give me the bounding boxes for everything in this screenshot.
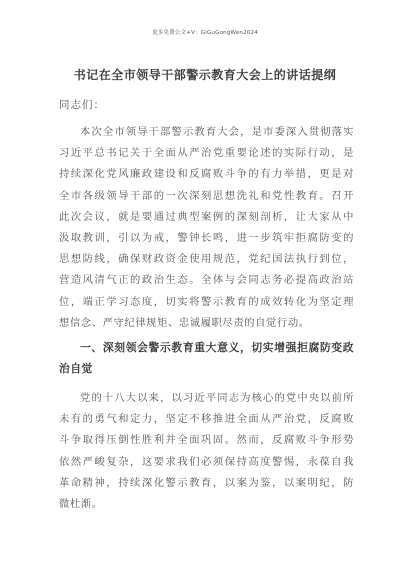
greeting-text: 同志们： [59, 99, 105, 111]
paragraph-line: 汲取教训，引以为戒，警钟长鸣，进一步筑牢拒腐防变的 [59, 232, 354, 245]
paragraph-line: 此次会议，就是要通过典型案例的深刻剖析，让大家从中 [59, 210, 354, 223]
paragraph-line: 未有的勇气和定力，坚定不移推进全面从严治党，反腐败 [59, 413, 354, 426]
paragraph-line: 全市各级领导干部的一次深刻思想洗礼和党性教育。召开 [59, 189, 354, 202]
paragraph-line: 营造风清气正的政治生态。全体与会同志务必提高政治站 [59, 274, 354, 287]
paragraph-line: 本次全市领导干部警示教育大会，是市委深入贯彻落实 [80, 126, 354, 138]
section-paragraph [59, 388, 354, 515]
paragraph-line: 想信念、严守纪律规矩、忠诚履职尽责的自觉行动。 [59, 316, 310, 329]
document-title: 书记在全市领导干部警示教育大会上的讲话提纲 [73, 68, 337, 82]
paragraph-line: 斗争取得压倒性胜利并全面巩固。然而，反腐败斗争形势 [59, 434, 354, 447]
paragraph-line: 位，端正学习态度，切实将警示教育的成效转化为坚定理 [59, 295, 354, 308]
paragraph-line: 持续深化党风廉政建设和反腐败斗争的有力举措，更是对 [59, 168, 354, 181]
paragraph-line: 微杜渐。 [59, 498, 103, 511]
section-heading [59, 337, 354, 379]
paragraph-line: 习近平总书记关于全面从严治党重要论述的实际行动，是 [59, 147, 354, 160]
heading-line: 治自觉 [59, 362, 93, 375]
paragraph-line: 依然严峻复杂，这要求我们必须保持高度警惕，永葆自我 [59, 455, 354, 468]
paragraph-line: 思想防线，确保财政资金使用规范，党纪国法执行到位， [59, 253, 354, 266]
paragraph-line: 党的十八大以来，以习近平同志为核心的党中央以前所 [80, 392, 354, 404]
paragraph-line: 革命精神，持续深化警示教育，以案为鉴，以案明纪，防 [59, 476, 354, 489]
header-watermark-text: 更多免费公文+V：GiGuGongWen2024 [152, 30, 258, 36]
intro-paragraph [59, 122, 354, 334]
heading-line: 一、深刻领会警示教育重大意义，切实增强拒腐防变政 [80, 341, 354, 354]
